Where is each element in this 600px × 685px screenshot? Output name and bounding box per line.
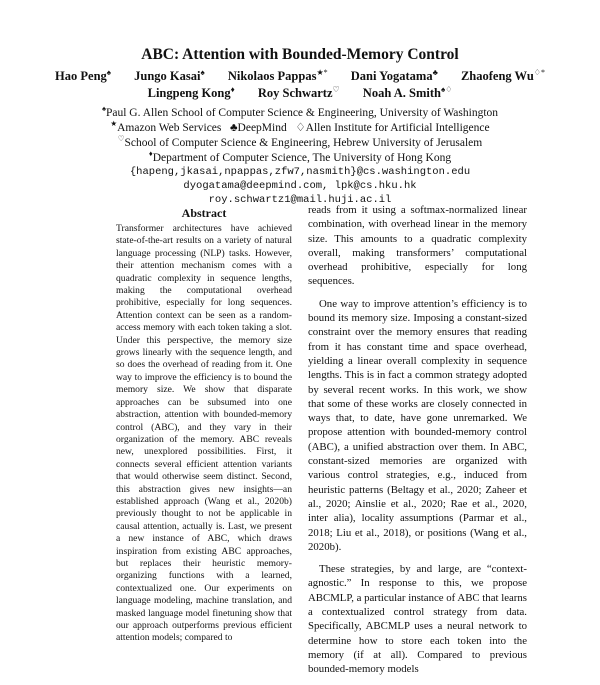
abstract-heading: Abstract (181, 206, 227, 220)
email-line: roy.schwartz1@mail.huji.ac.il (208, 194, 392, 206)
paper-title: ABC: Attention with Bounded-Memory Control (141, 46, 459, 63)
author: Dani Yogatama♣ (350, 68, 438, 84)
abstract-text: Transformer architectures have achieved state-of-the-art results on a variety of natural language processing (NLP) tasks. However, their attention mechanism comes with a quadratic complexity in sequence lengths, making the computational overhead prohibitive, especially for long sequences. Attention context can be seen as a random-access memory with each token taking a slot. Under this perspective, the memory size grows linearly with the sequence length, and so does the overhead of reading from it. One way to improve the efficiency is to bound the memory size. We show that disparate approaches can be subsumed into one abstraction, attention with bounded-memory control (ABC), and they vary in their organization of the memory. ABC reveals new, unexplored possibilities. First, it connects several efficient attention variants that would otherwise seem distinct. Second, this abstraction gives new insights—an established approach (Wang et al., 2020b) previously thought to not be applicable in causal attention, actually is. Last, we present a new instance of ABC, which draws inspiration from existing ABC approaches, but replaces their heuristic memory-organizing functions with a learned, contextualized one. Our experiments on language modeling, machine translation, and masked language model finetuning show that our approach outperforms previous efficient attention models; compared to (116, 223, 292, 644)
email-line: {hapeng,jkasai,npappas,zfw7,nasmith}@cs.washington.edu (129, 166, 471, 178)
body-paragraph: reads from it using a softmax-normalized linear combination, with overhead linear in the memory size. This amounts to a quadratic complexity overall, making transformers’ computational overhead prohibitive, especially for long sequences. (308, 204, 527, 288)
affiliation: ♦Department of Computer Science, The University of Hong Kong (148, 149, 452, 164)
author: Lingpeng Kong♦ (147, 85, 235, 101)
author: Jungo Kasai♠ (134, 68, 205, 84)
author: Roy Schwartz♡ (257, 85, 340, 101)
author: Nikolaos Pappas★* (227, 68, 328, 84)
author: Zhaofeng Wu♢* (460, 68, 545, 84)
author: Noah A. Smith♠♢ (362, 85, 453, 101)
affiliation: ♠Paul G. Allen School of Computer Science & Engineering, University of Washington (101, 104, 499, 119)
authors-line-1 (0, 68, 600, 84)
authors-line-2 (0, 85, 600, 101)
body-column (308, 203, 527, 685)
body-paragraph: These strategies, by and large, are “context-agnostic.” In response to this, we propose ABCMLP, a particular instance of ABC that learns a contextualized control strategy from data. Specifically, ABCMLP uses a neural network to determine how to store each token into the memory (if at all). Compared to previous bounded-memory models (308, 563, 527, 676)
email-line: dyogatama@deepmind.com, lpk@cs.hku.hk (183, 180, 417, 192)
author: Hao Peng♠ (55, 68, 112, 84)
affiliation: ♡School of Computer Science & Engineering, Hebrew University of Jerusalem (117, 134, 483, 149)
body-paragraph: One way to improve attention’s efficiency is to bound its memory size. Imposing a constant-sized constraint over the memory ensures that reading from it has constant time and space overhead, yielding a linear overall complexity in sequence lengths. This is in fact a common strategy adopted by several recent works. In this work, we show that some of these works are closely connected in ways that, to date, have gone unremarked. We propose attention with bounded-memory control (ABC), a unified abstraction over them. In ABC, constant-sized memories are organized with various control strategies, e.g., induced from heuristic patterns (Beltagy et al., 2020; Zaheer et al., 2020; Ainslie et al., 2020; Rae et al., 2020, inter alia), locality assumptions (Parmar et al., 2018; Liu et al., 2018), or positions (Wang et al., 2020b). (308, 297, 527, 553)
affiliation: ★Amazon Web Services ♣DeepMind ♢Allen Institute for Artificial Intelligence (110, 119, 490, 134)
